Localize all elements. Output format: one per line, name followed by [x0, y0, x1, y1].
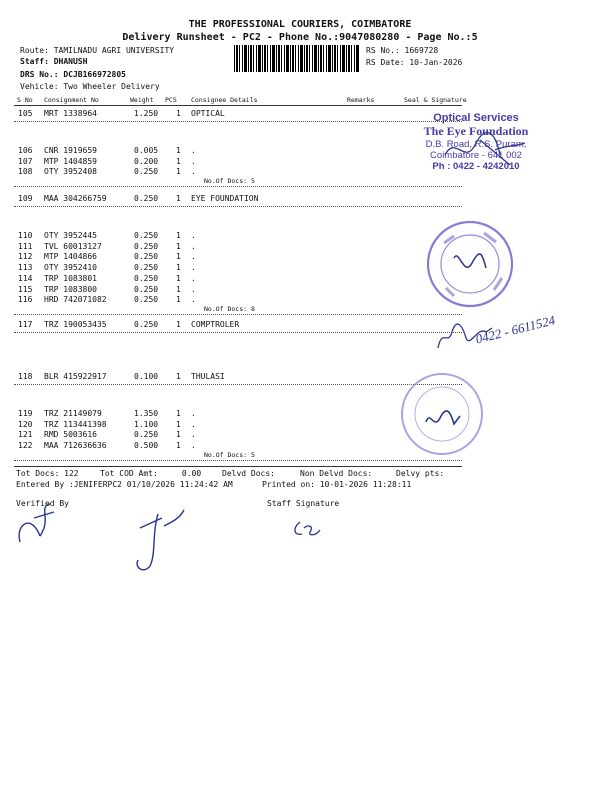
cell-weight: 0.100 [134, 372, 159, 381]
cell-pcs: 1 [176, 109, 181, 118]
cell-sno: 117 [18, 320, 33, 329]
runsheet-title: Delivery Runsheet - PC2 - Phone No.:9047080280 - Page No.:5 [122, 32, 478, 43]
cell-cons: TRZ 113441398 [44, 419, 107, 429]
delivered-docs: Delvd Docs: [222, 469, 275, 478]
cell-pcs: 1 [176, 295, 181, 305]
cell-consignee: . [191, 430, 196, 440]
cell-weight: 1.350 [134, 409, 159, 418]
cell-consignee: . [191, 284, 196, 294]
cell-sno: 110 [18, 231, 33, 240]
cell-consignee: THULASI [191, 372, 225, 381]
stamp-line-2: The Eye Foundation [423, 124, 529, 138]
cell-cons: TRP 1083800 [44, 284, 97, 294]
cell-sno: 114 [18, 273, 33, 283]
stamp-line-1: Optical Services [433, 112, 519, 124]
cell-weight: 0.250 [134, 295, 159, 305]
staff-signature-label: Staff Signature [267, 499, 340, 508]
cell-weight: 0.250 [134, 167, 159, 177]
handwritten-phone: 0422 - 6611524 [474, 312, 557, 347]
cell-weight: 0.005 [134, 146, 159, 155]
cell-consignee: . [191, 156, 196, 166]
cell-pcs: 1 [176, 372, 181, 381]
cell-weight: 1.100 [134, 419, 159, 429]
cell-cons: OTY 3952408 [44, 167, 97, 177]
stamp-line-4: Coimbatore - 641 002 [430, 150, 522, 161]
cell-sno: 108 [18, 167, 33, 177]
cell-consignee: . [191, 409, 196, 418]
cell-weight: 0.250 [134, 241, 159, 251]
signature-staff [290, 514, 324, 540]
cell-pcs: 1 [176, 146, 181, 155]
company-name: THE PROFESSIONAL COURIERS, COIMBATORE [188, 19, 412, 30]
signature-verified-1 [14, 498, 64, 548]
cell-pcs: 1 [176, 231, 181, 240]
footer-divider [14, 466, 462, 467]
cell-cons: MAA 712636636 [44, 441, 107, 451]
cell-consignee: . [191, 252, 196, 262]
header-divider [14, 105, 462, 106]
cell-pcs: 1 [176, 194, 181, 203]
round-stamp-eye-foundation [424, 218, 516, 310]
cell-weight: 1.250 [134, 109, 159, 118]
delivery-points: Delvy pts: [396, 469, 445, 478]
cell-cons: TRP 1083801 [44, 273, 97, 283]
cell-consignee: OPTICAL [191, 109, 225, 118]
total-docs: Tot Docs: 122 [16, 469, 79, 478]
col-consignee: Consignee Details [191, 96, 258, 104]
cell-sno: 120 [18, 419, 33, 429]
signature-optical [440, 125, 530, 175]
cell-sno: 106 [18, 146, 33, 155]
cell-sno: 121 [18, 430, 33, 440]
cell-consignee: . [191, 231, 196, 240]
cell-pcs: 1 [176, 430, 181, 440]
cell-consignee: . [191, 167, 196, 177]
cell-sno: 122 [18, 441, 33, 451]
cell-cons: TRZ 190053435 [44, 320, 107, 329]
cell-pcs: 1 [176, 252, 181, 262]
group-divider [14, 384, 462, 385]
cell-pcs: 1 [176, 320, 181, 329]
total-cod-amount: Tot COD Amt: 0.00 [100, 469, 202, 478]
cell-consignee: . [191, 295, 196, 305]
route-label: Route: TAMILNADU AGRI UNIVERSITY [20, 46, 175, 55]
cell-cons: MTP 1404866 [44, 252, 97, 262]
group-doc-count: No.Of Docs: 8 [204, 304, 255, 313]
group-divider [14, 332, 462, 333]
rs-date: RS Date: 10-Jan-2026 [366, 58, 463, 67]
col-seal-signature: Seal & Signature [404, 96, 467, 104]
group-doc-count: No.Of Docs: 5 [204, 450, 255, 459]
cell-cons: CNR 1919659 [44, 146, 97, 155]
cell-weight: 0.250 [134, 263, 159, 273]
verified-by-label: Verified By [16, 499, 69, 508]
col-weight: Weight [130, 96, 154, 104]
cell-pcs: 1 [176, 441, 181, 451]
col-sno: S No [17, 96, 33, 104]
group-doc-count: No.Of Docs: 5 [204, 177, 255, 186]
cell-cons: MTP 1404859 [44, 156, 97, 166]
cell-consignee: . [191, 241, 196, 251]
cell-pcs: 1 [176, 419, 181, 429]
vehicle-label: Vehicle: Two Wheeler Delivery [20, 82, 160, 91]
cell-pcs: 1 [176, 273, 181, 283]
cell-weight: 0.250 [134, 273, 159, 283]
cell-pcs: 1 [176, 241, 181, 251]
printed-on: Printed on: 10-01-2026 11:28:11 [262, 480, 412, 489]
col-pcs: PCS [165, 96, 177, 104]
barcode-image [234, 45, 360, 72]
cell-consignee: . [191, 419, 196, 429]
cell-cons: HRD 742071082 [44, 295, 107, 305]
signature-verified-2 [128, 504, 188, 576]
cell-sno: 116 [18, 295, 33, 305]
rs-number: RS No.: 1669728 [366, 46, 439, 55]
group-divider [14, 314, 462, 315]
stamp-line-5: Ph : 0422 - 4242010 [432, 161, 520, 172]
cell-cons: OTY 3952445 [44, 231, 97, 240]
cell-weight: 0.250 [134, 320, 159, 329]
cell-weight: 0.250 [134, 284, 159, 294]
cell-cons: MAA 304266759 [44, 194, 107, 203]
cell-pcs: 1 [176, 263, 181, 273]
entered-by: Entered By :JENIFERPC2 01/10/2026 11:24:42 AM [16, 480, 233, 489]
cell-pcs: 1 [176, 409, 181, 418]
cell-pcs: 1 [176, 284, 181, 294]
cell-pcs: 1 [176, 156, 181, 166]
cell-weight: 0.250 [134, 252, 159, 262]
cell-consignee: EYE FOUNDATION [191, 194, 259, 203]
cell-sno: 115 [18, 284, 33, 294]
col-remarks: Remarks [347, 96, 375, 104]
stamp-line-3: D.B. Road, R.S. Puram, [425, 139, 527, 150]
cell-consignee: . [191, 441, 196, 451]
non-delivered-docs: Non Delvd Docs: [300, 469, 373, 478]
cell-cons: TRZ 21149079 [44, 409, 102, 418]
cell-sno: 112 [18, 252, 33, 262]
cell-sno: 118 [18, 372, 33, 381]
cell-weight: 0.200 [134, 156, 159, 166]
group-divider [14, 460, 462, 461]
cell-sno: 107 [18, 156, 33, 166]
cell-cons: TVL 60013127 [44, 241, 102, 251]
cell-consignee: . [191, 146, 196, 155]
cell-consignee: COMPTROLER [191, 320, 240, 329]
staff-label: Staff: DHANUSH [20, 57, 88, 66]
cell-cons: MRT 1338964 [44, 109, 97, 118]
cell-cons: BLR 415922917 [44, 372, 107, 381]
cell-weight: 0.250 [134, 231, 159, 240]
cell-weight: 0.250 [134, 194, 159, 203]
cell-weight: 0.250 [134, 430, 159, 440]
cell-weight: 0.500 [134, 441, 159, 451]
cell-sno: 119 [18, 409, 33, 418]
cell-sno: 113 [18, 263, 33, 273]
group-divider [14, 186, 462, 187]
cell-cons: OTY 3952410 [44, 263, 97, 273]
cell-consignee: . [191, 273, 196, 283]
cell-sno: 111 [18, 241, 33, 251]
col-consignment: Consignment No [44, 96, 99, 104]
round-stamp-thulasi [398, 370, 486, 458]
cell-sno: 109 [18, 194, 33, 203]
group-divider [14, 206, 462, 207]
cell-sno: 105 [18, 109, 33, 118]
cell-consignee: . [191, 263, 196, 273]
cell-cons: RMD 5003616 [44, 430, 97, 440]
drs-number: DRS No.: DCJB166972805 [20, 70, 126, 79]
cell-pcs: 1 [176, 167, 181, 177]
